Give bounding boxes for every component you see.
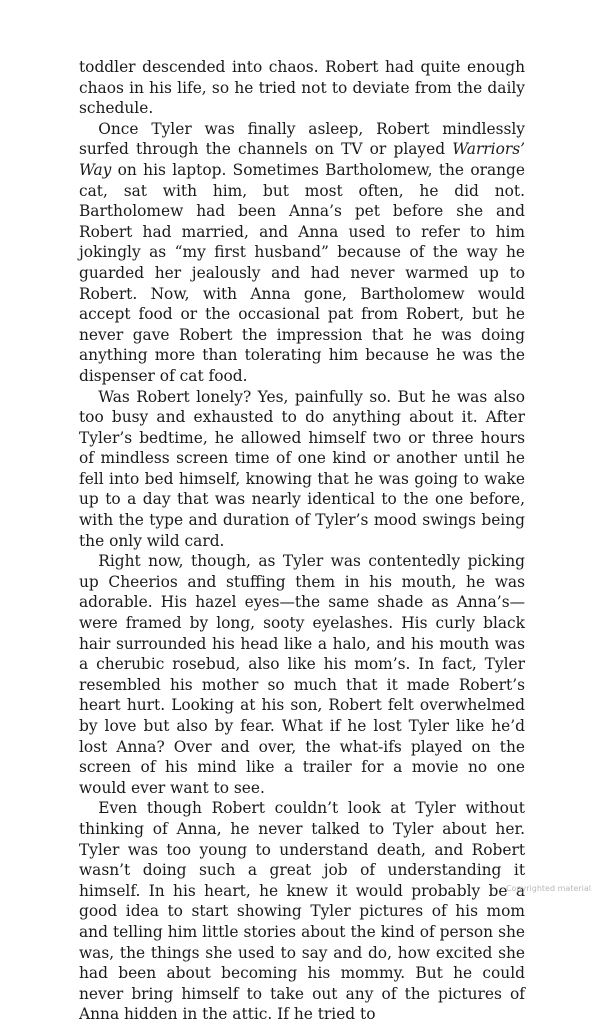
paragraph-2-text-b: on his laptop. Sometimes Bartholomew, the orange cat, sat with him, but most often, he did not. Bartholomew had been Anna’s pet before she and Robert had married, and Anna used to refer to him jokingly as “my first husband” because of the way he guarded her jealously and had never warmed up to Robert. Now, with Anna gone, Bartholomew would accept food or the occasional pat from Robert, but he never gave Robert the impression that he was doing anything more than tolerating him because he was the dispenser of cat food. (79, 160, 525, 385)
paragraph-2-text-a: Once Tyler was finally asleep, Robert mindlessly surfed through the channels on TV or played (79, 119, 525, 159)
game-title-italic: Warriors’ Way (79, 140, 525, 179)
paragraph-5 (79, 798, 525, 1025)
paragraph-3 (79, 387, 525, 552)
paragraph-5-text: Even though Robert couldn’t look at Tyler without thinking of Anna, he never talked to Tyler about her. Tyler was too young to understand death, and Robert wasn’t doing such a great job of understanding it himself. In his heart, he knew it would probably be a good idea to start showing Tyler pictures of his mom and telling him little stories about the kind of person she was, the things she used to say and do, how excited she had been about becoming his mommy. But he could never bring himself to take out any of the pictures of Anna hidden in the attic. If he tried to (79, 799, 525, 1024)
paragraph-2 (79, 119, 525, 387)
copyright-watermark: Copyrighted material (505, 884, 591, 893)
paragraph-3-text: Was Robert lonely? Yes, painfully so. But he was also too busy and exhausted to do anything about it. After Tyler’s bedtime, he allowed himself two or three hours of mindless screen time of one kind or another until he fell into bed himself, knowing that he was going to wake up to a day that was nearly identical to the one before, with the type and duration of Tyler’s mood swings being the only wild card. (79, 387, 525, 550)
paragraph-1-text: toddler descended into chaos. Robert had quite enough chaos in his life, so he tried not to deviate from the daily schedule. (79, 58, 525, 118)
paragraph-1 (79, 57, 525, 119)
book-page-body (79, 57, 525, 1025)
paragraph-4 (79, 551, 525, 798)
paragraph-4-text: Right now, though, as Tyler was contentedly picking up Cheerios and stuffing them in his mouth, he was adorable. His hazel eyes—the same shade as Anna’s—were framed by long, sooty eyelashes. His curly black hair surrounded his head like a halo, and his mouth was a cherubic rosebud, also like his mom’s. In fact, Tyler resembled his mother so much that it made Robert’s heart hurt. Looking at his son, Robert felt overwhelmed by love but also by fear. What if he lost Tyler like he’d lost Anna? Over and over, the what-ifs played on the screen of his mind like a trailer for a movie no one would ever want to see. (79, 552, 525, 797)
